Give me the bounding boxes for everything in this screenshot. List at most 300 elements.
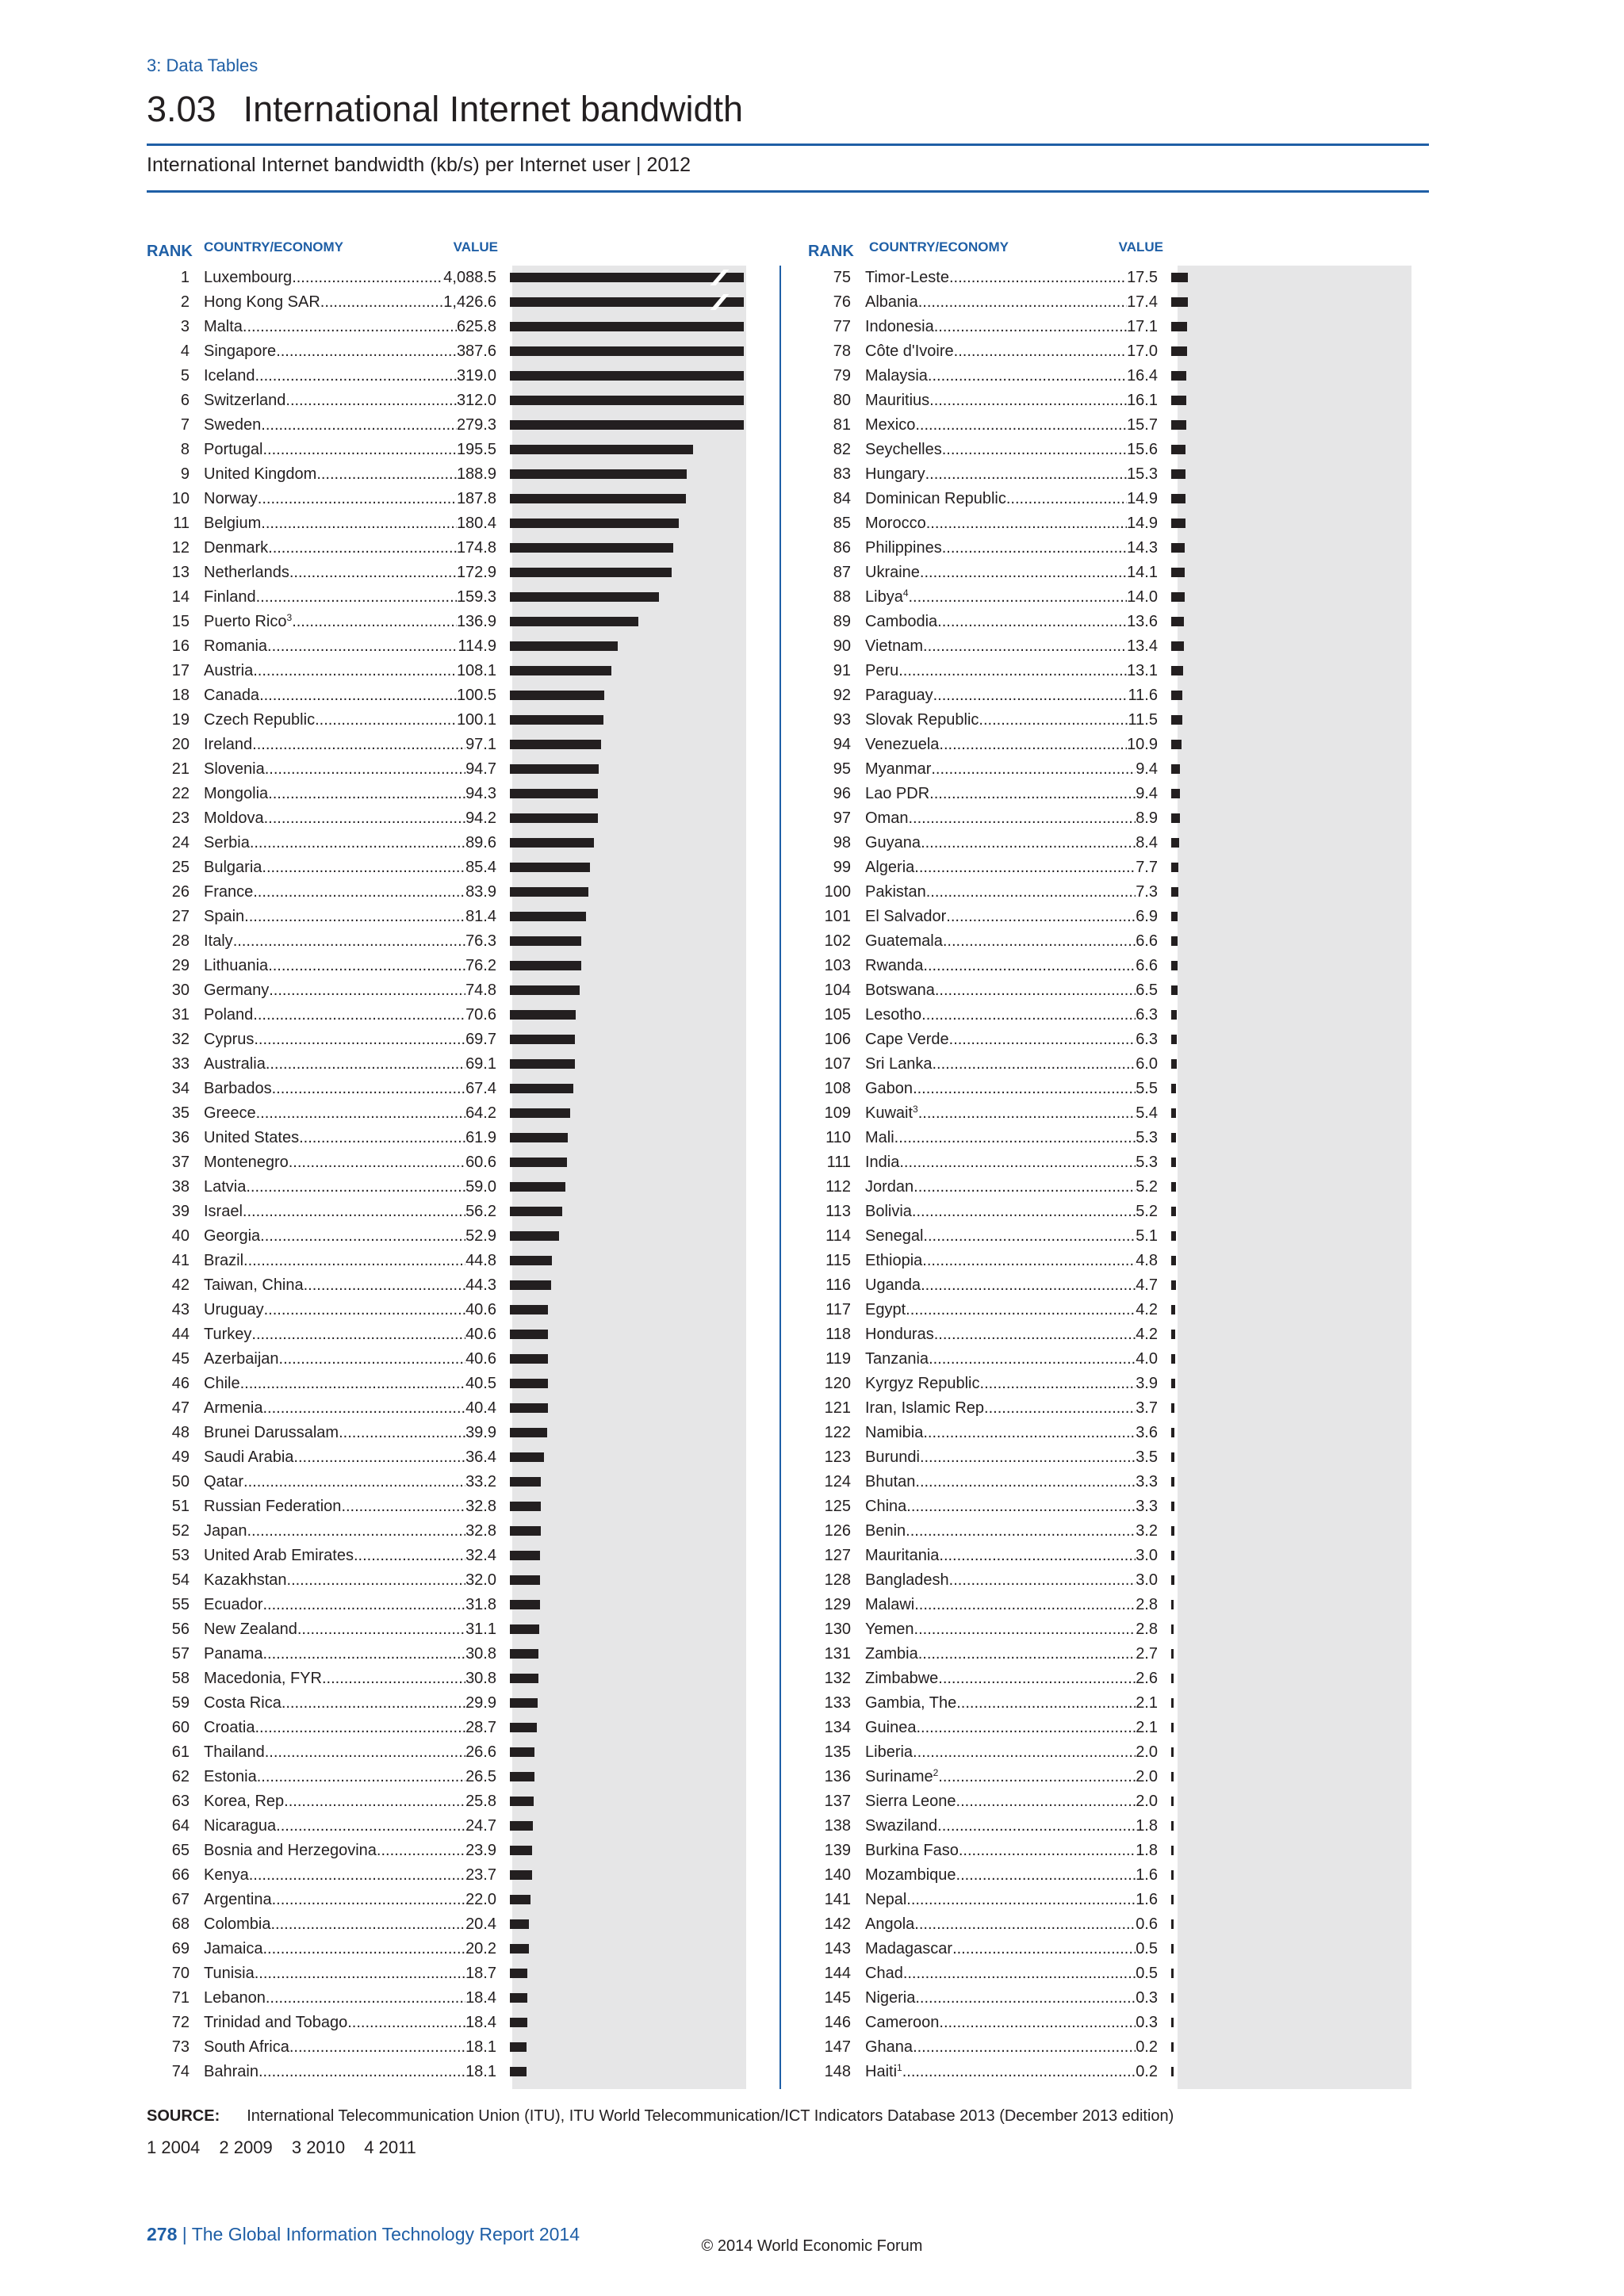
country-cell bbox=[204, 659, 253, 683]
bar-netherlands bbox=[510, 568, 672, 577]
bar-luxembourg bbox=[510, 273, 744, 282]
value-cell: 1.6 bbox=[1136, 1866, 1158, 1884]
value-cell: 18.7 bbox=[465, 1965, 496, 1982]
country-name: Jordan bbox=[865, 1178, 914, 1196]
country-name: Germany bbox=[204, 982, 270, 999]
country-name: Mongolia bbox=[204, 785, 269, 802]
dot-leader bbox=[906, 1298, 1136, 1322]
bar-cameroon bbox=[1171, 2018, 1174, 2027]
bar-jamaica bbox=[510, 1944, 529, 1954]
dot-leader bbox=[243, 315, 457, 339]
dot-leader bbox=[952, 1937, 1136, 1961]
dot-leader bbox=[272, 1888, 465, 1912]
footnotes bbox=[147, 2137, 431, 2158]
value-cell: 64.2 bbox=[465, 1104, 496, 1122]
value-cell: 4.8 bbox=[1136, 1252, 1158, 1269]
bar-honduras bbox=[1171, 1330, 1175, 1339]
header-country-left: COUNTRY/ECONOMY bbox=[204, 239, 343, 254]
value-cell: 69.1 bbox=[465, 1055, 496, 1073]
country-cell bbox=[204, 1740, 265, 1765]
country-name: Taiwan, China bbox=[204, 1276, 304, 1294]
bar-japan bbox=[510, 1526, 541, 1536]
value-cell: 11.6 bbox=[1128, 687, 1158, 704]
footnote-marker: 2 bbox=[933, 1767, 939, 1778]
country-name: Jamaica bbox=[204, 1940, 263, 1957]
country-cell bbox=[865, 1863, 956, 1888]
value-cell: 11.5 bbox=[1128, 711, 1158, 729]
dot-leader bbox=[255, 364, 457, 388]
country-name: Russian Federation bbox=[204, 1498, 342, 1515]
dot-leader bbox=[921, 1003, 1136, 1027]
dot-leader bbox=[923, 1224, 1136, 1249]
value-cell: 56.2 bbox=[465, 1203, 496, 1220]
country-cell bbox=[204, 954, 268, 978]
rank-cell: 118 bbox=[825, 1326, 851, 1343]
value-cell: 39.9 bbox=[465, 1424, 496, 1441]
rank-cell: 19 bbox=[171, 711, 190, 729]
rank-cell: 102 bbox=[824, 932, 851, 950]
dot-leader bbox=[906, 1519, 1136, 1544]
country-cell bbox=[865, 1396, 989, 1421]
dot-leader bbox=[918, 1101, 1136, 1126]
country-cell bbox=[865, 266, 949, 290]
bar-albania bbox=[1171, 297, 1188, 307]
country-cell bbox=[204, 339, 276, 364]
value-cell: 180.4 bbox=[456, 515, 496, 532]
dot-leader bbox=[915, 1470, 1136, 1494]
rank-cell: 53 bbox=[171, 1547, 190, 1564]
rank-cell: 24 bbox=[171, 834, 190, 851]
country-cell bbox=[204, 1027, 254, 1052]
rank-cell: 70 bbox=[171, 1965, 190, 1982]
rank-cell: 139 bbox=[824, 1842, 851, 1859]
value-cell: 0.6 bbox=[1136, 1915, 1158, 1933]
bar-bangladesh bbox=[1171, 1575, 1174, 1585]
rank-cell: 132 bbox=[824, 1670, 851, 1687]
value-cell: 83.9 bbox=[465, 883, 496, 901]
country-cell bbox=[204, 1494, 341, 1519]
rank-cell: 10 bbox=[171, 490, 190, 507]
dot-leader bbox=[285, 388, 457, 413]
bar-qatar bbox=[510, 1477, 541, 1487]
value-cell: 5.5 bbox=[1136, 1080, 1158, 1097]
dot-leader bbox=[263, 1642, 466, 1667]
country-cell bbox=[204, 1445, 293, 1470]
bar-kuwait bbox=[1171, 1108, 1176, 1118]
country-cell bbox=[865, 1126, 894, 1150]
country-cell bbox=[865, 659, 898, 683]
rank-cell: 13 bbox=[171, 564, 190, 581]
bar-new-zealand bbox=[510, 1624, 539, 1634]
dot-leader bbox=[260, 1224, 465, 1249]
country-cell bbox=[865, 1544, 939, 1568]
country-name: Philippines bbox=[865, 539, 942, 557]
dot-leader bbox=[920, 561, 1127, 585]
country-name: China bbox=[865, 1498, 907, 1515]
bar-chile bbox=[510, 1379, 548, 1388]
country-name: Bosnia and Herzegovina bbox=[204, 1842, 377, 1859]
country-name: Georgia bbox=[204, 1227, 261, 1245]
dot-leader bbox=[956, 1691, 1136, 1716]
dot-leader bbox=[264, 1298, 465, 1322]
rank-cell: 112 bbox=[825, 1178, 851, 1196]
value-cell: 1.8 bbox=[1136, 1817, 1158, 1835]
bar-slovenia bbox=[510, 764, 599, 774]
country-name: Morocco bbox=[865, 515, 926, 532]
header-rank-right: RANK bbox=[808, 243, 854, 260]
bar-bolivia bbox=[1171, 1207, 1176, 1216]
dot-leader bbox=[244, 905, 465, 929]
value-cell: 174.8 bbox=[456, 539, 496, 557]
country-cell bbox=[204, 1667, 322, 1691]
bar-zimbabwe bbox=[1171, 1674, 1174, 1683]
country-cell bbox=[865, 1273, 921, 1298]
value-cell: 2.0 bbox=[1136, 1768, 1158, 1785]
country-name: Gabon bbox=[865, 1080, 914, 1097]
bar-iceland bbox=[510, 371, 744, 381]
rank-cell: 134 bbox=[824, 1719, 851, 1736]
rank-cell: 110 bbox=[825, 1129, 851, 1146]
bar-slovak-republic bbox=[1171, 715, 1182, 725]
bar-c-te-d-ivoire bbox=[1171, 346, 1187, 356]
country-name: Canada bbox=[204, 687, 260, 704]
rank-cell: 103 bbox=[824, 957, 851, 974]
country-name: Cameroon bbox=[865, 2014, 940, 2031]
bar-malta bbox=[510, 322, 744, 331]
rank-cell: 111 bbox=[826, 1154, 851, 1171]
country-name: Guyana bbox=[865, 834, 921, 851]
value-cell: 279.3 bbox=[456, 416, 496, 434]
country-cell bbox=[865, 2011, 939, 2035]
value-cell: 0.2 bbox=[1136, 2038, 1158, 2056]
dot-leader bbox=[899, 1150, 1136, 1175]
rank-cell: 79 bbox=[833, 367, 851, 385]
dot-leader bbox=[926, 511, 1127, 536]
country-name: Armenia bbox=[204, 1399, 263, 1417]
country-cell bbox=[865, 364, 928, 388]
rank-cell: 100 bbox=[824, 883, 851, 901]
rank-cell: 49 bbox=[171, 1448, 190, 1466]
country-cell bbox=[865, 438, 942, 462]
dot-leader bbox=[253, 880, 465, 905]
country-cell bbox=[204, 266, 292, 290]
rank-cell: 106 bbox=[824, 1031, 851, 1048]
rank-cell: 22 bbox=[171, 785, 190, 802]
country-name: Kazakhstan bbox=[204, 1571, 287, 1589]
rank-cell: 90 bbox=[833, 637, 851, 655]
value-cell: 94.2 bbox=[465, 809, 496, 827]
dot-leader bbox=[906, 1888, 1136, 1912]
value-cell: 18.4 bbox=[465, 1989, 496, 2007]
value-cell: 16.4 bbox=[1127, 367, 1158, 385]
country-cell bbox=[204, 1298, 264, 1322]
value-cell: 40.6 bbox=[465, 1350, 496, 1368]
value-cell: 13.4 bbox=[1127, 637, 1158, 655]
country-name: Austria bbox=[204, 662, 254, 679]
bar-greece bbox=[510, 1108, 570, 1118]
country-cell bbox=[204, 1789, 289, 1814]
dot-leader bbox=[949, 266, 1127, 290]
dot-leader bbox=[917, 1716, 1136, 1740]
country-name: Suriname bbox=[865, 1768, 933, 1785]
country-name: Saudi Arabia bbox=[204, 1448, 294, 1466]
table-number: 3.03 bbox=[147, 89, 216, 129]
rank-cell: 36 bbox=[171, 1129, 190, 1146]
country-name: Burundi bbox=[865, 1448, 920, 1466]
value-cell: 52.9 bbox=[465, 1227, 496, 1245]
country-cell bbox=[204, 1372, 240, 1396]
rank-cell: 6 bbox=[180, 392, 190, 409]
country-name: Zambia bbox=[865, 1645, 918, 1663]
dot-leader bbox=[289, 561, 457, 585]
source-text: International Telecommunication Union (ITU), ITU World Telecommunication/ICT Indicators Database 2013 (December 2013 edition) bbox=[247, 2107, 1174, 2125]
country-name: Croatia bbox=[204, 1719, 255, 1736]
rank-cell: 109 bbox=[824, 1104, 851, 1122]
rank-cell: 47 bbox=[171, 1399, 190, 1417]
header-value-right: VALUE bbox=[1118, 239, 1163, 254]
value-cell: 18.4 bbox=[465, 2014, 496, 2031]
country-name: Poland bbox=[204, 1006, 254, 1024]
bar-united-arab-emirates bbox=[510, 1551, 540, 1560]
value-cell: 3.3 bbox=[1136, 1473, 1158, 1490]
rank-cell: 84 bbox=[833, 490, 851, 507]
country-cell bbox=[865, 1101, 918, 1126]
country-name: Lebanon bbox=[204, 1989, 266, 2007]
bar-barbados bbox=[510, 1084, 573, 1093]
bar-serbia bbox=[510, 838, 594, 848]
country-name: Nepal bbox=[865, 1891, 907, 1908]
dot-leader bbox=[287, 1568, 466, 1593]
country-name: Kenya bbox=[204, 1866, 249, 1884]
rank-cell: 23 bbox=[171, 809, 190, 827]
country-cell bbox=[865, 1470, 915, 1494]
header-value-left: VALUE bbox=[453, 239, 498, 254]
rank-cell: 145 bbox=[824, 1989, 851, 2007]
header-rank-left: RANK bbox=[147, 243, 193, 260]
value-cell: 89.6 bbox=[465, 834, 496, 851]
dot-leader bbox=[259, 2060, 465, 2084]
rank-cell: 143 bbox=[824, 1940, 851, 1957]
dot-leader bbox=[943, 929, 1136, 954]
dot-leader bbox=[322, 1667, 465, 1691]
country-cell bbox=[865, 831, 921, 855]
bar-tanzania bbox=[1171, 1354, 1175, 1364]
value-cell: 172.9 bbox=[456, 564, 496, 581]
rank-cell: 123 bbox=[824, 1448, 851, 1466]
country-cell bbox=[865, 1912, 914, 1937]
country-cell bbox=[204, 683, 259, 708]
country-cell bbox=[865, 536, 942, 561]
bar-singapore bbox=[510, 346, 744, 356]
bar-switzerland bbox=[510, 396, 744, 405]
bar-india bbox=[1171, 1158, 1176, 1167]
bar-bosnia-and-herzegovina bbox=[510, 1846, 532, 1855]
bar-ukraine bbox=[1171, 568, 1185, 577]
country-cell bbox=[204, 1716, 255, 1740]
rank-cell: 99 bbox=[833, 859, 851, 876]
country-cell bbox=[204, 1863, 249, 1888]
country-name: Moldova bbox=[204, 809, 264, 827]
bar-sierra-leone bbox=[1171, 1797, 1174, 1806]
value-cell: 187.8 bbox=[456, 490, 496, 507]
value-cell: 1.6 bbox=[1136, 1891, 1158, 1908]
country-cell bbox=[204, 1421, 339, 1445]
bar-italy bbox=[510, 936, 581, 946]
footnote-3: 3 2010 bbox=[291, 2137, 346, 2157]
country-name: Myanmar bbox=[865, 760, 932, 778]
value-cell: 1,426.6 bbox=[443, 293, 496, 311]
value-cell: 7.7 bbox=[1136, 859, 1158, 876]
bar-south-africa bbox=[510, 2042, 527, 2052]
bar-cyprus bbox=[510, 1035, 575, 1044]
bar-kenya bbox=[510, 1870, 532, 1880]
value-cell: 60.6 bbox=[465, 1154, 496, 1171]
value-cell: 3.0 bbox=[1136, 1571, 1158, 1589]
rank-cell: 129 bbox=[824, 1596, 851, 1613]
footnote-marker: 3 bbox=[913, 1104, 918, 1115]
bar-ethiopia bbox=[1171, 1256, 1176, 1265]
country-cell bbox=[204, 1200, 243, 1224]
country-cell bbox=[204, 561, 289, 585]
country-name: Albania bbox=[865, 293, 918, 311]
value-cell: 5.2 bbox=[1136, 1178, 1158, 1196]
country-name: Lao PDR bbox=[865, 785, 930, 802]
value-cell: 6.3 bbox=[1136, 1031, 1158, 1048]
country-cell bbox=[204, 511, 261, 536]
rank-cell: 51 bbox=[171, 1498, 190, 1515]
country-name: Liberia bbox=[865, 1743, 914, 1761]
country-name: Costa Rica bbox=[204, 1694, 282, 1712]
dot-leader bbox=[934, 1322, 1136, 1347]
value-cell: 67.4 bbox=[465, 1080, 496, 1097]
country-name: Mauritius bbox=[865, 392, 930, 409]
dot-leader bbox=[929, 1347, 1136, 1372]
rank-cell: 42 bbox=[171, 1276, 190, 1294]
rank-cell: 93 bbox=[833, 711, 851, 729]
dot-leader bbox=[949, 1027, 1136, 1052]
rank-cell: 3 bbox=[180, 318, 190, 335]
value-cell: 387.6 bbox=[456, 342, 496, 360]
country-name: Trinidad and Tobago bbox=[204, 2014, 348, 2031]
value-cell: 70.6 bbox=[465, 1006, 496, 1024]
value-cell: 30.8 bbox=[465, 1645, 496, 1663]
dot-leader bbox=[938, 1667, 1136, 1691]
country-name: Côte d'Ivoire bbox=[865, 342, 954, 360]
value-cell: 3.9 bbox=[1136, 1375, 1158, 1392]
rank-cell: 117 bbox=[825, 1301, 851, 1318]
bar-burkina-faso bbox=[1171, 1846, 1174, 1855]
country-cell bbox=[865, 905, 946, 929]
country-name: Uruguay bbox=[204, 1301, 264, 1318]
country-cell bbox=[204, 1814, 276, 1839]
value-cell: 17.0 bbox=[1127, 342, 1158, 360]
country-name: India bbox=[865, 1154, 900, 1171]
country-name: Nicaragua bbox=[204, 1817, 277, 1835]
rank-cell: 67 bbox=[171, 1891, 190, 1908]
country-cell bbox=[865, 610, 937, 634]
country-cell bbox=[865, 1175, 914, 1200]
country-name: Haiti bbox=[865, 2063, 898, 2080]
rank-cell: 66 bbox=[171, 1866, 190, 1884]
dot-leader bbox=[263, 438, 457, 462]
country-name: Rwanda bbox=[865, 957, 924, 974]
dot-leader bbox=[913, 1077, 1136, 1101]
rank-cell: 62 bbox=[171, 1768, 190, 1785]
value-cell: 26.5 bbox=[465, 1768, 496, 1785]
rank-cell: 144 bbox=[824, 1965, 851, 1982]
value-cell: 28.7 bbox=[465, 1719, 496, 1736]
dot-leader bbox=[915, 413, 1127, 438]
country-name: Cyprus bbox=[204, 1031, 255, 1048]
value-cell: 6.6 bbox=[1136, 957, 1158, 974]
value-cell: 16.1 bbox=[1127, 392, 1158, 409]
country-cell bbox=[865, 855, 914, 880]
rank-cell: 64 bbox=[171, 1817, 190, 1835]
bar-malaysia bbox=[1171, 371, 1186, 381]
rank-cell: 82 bbox=[833, 441, 851, 458]
bar-mexico bbox=[1171, 420, 1186, 430]
bar-latvia bbox=[510, 1182, 565, 1192]
country-cell bbox=[204, 1691, 282, 1716]
bar-russian-federation bbox=[510, 1502, 541, 1511]
country-cell bbox=[204, 880, 253, 905]
country-name: Ecuador bbox=[204, 1596, 263, 1613]
country-cell bbox=[204, 1003, 253, 1027]
footnote-2: 2 2009 bbox=[219, 2137, 273, 2157]
rank-cell: 31 bbox=[171, 1006, 190, 1024]
country-cell bbox=[204, 1642, 263, 1667]
rank-cell: 75 bbox=[833, 269, 851, 286]
country-name: Montenegro bbox=[204, 1154, 289, 1171]
country-cell bbox=[865, 1888, 906, 1912]
country-name: Puerto Rico bbox=[204, 613, 287, 630]
dot-leader bbox=[922, 1249, 1136, 1273]
bar-cambodia bbox=[1171, 617, 1184, 626]
value-cell: 2.6 bbox=[1136, 1670, 1158, 1687]
bar-bhutan bbox=[1171, 1477, 1174, 1487]
dot-leader bbox=[292, 610, 457, 634]
bar-sri-lanka bbox=[1171, 1059, 1177, 1069]
country-name: Australia bbox=[204, 1055, 266, 1073]
dot-leader bbox=[913, 1740, 1136, 1765]
country-name: Sri Lanka bbox=[865, 1055, 933, 1073]
bar-dominican-republic bbox=[1171, 494, 1185, 503]
country-name: Turkey bbox=[204, 1326, 252, 1343]
value-cell: 2.8 bbox=[1136, 1621, 1158, 1638]
country-cell bbox=[204, 929, 233, 954]
value-cell: 76.2 bbox=[465, 957, 496, 974]
rank-cell: 104 bbox=[824, 982, 851, 999]
rank-cell: 147 bbox=[824, 2038, 851, 2056]
dot-leader bbox=[347, 2011, 465, 2035]
column-divider bbox=[779, 266, 781, 2089]
bar-burundi bbox=[1171, 1452, 1174, 1462]
country-name: Mexico bbox=[865, 416, 916, 434]
subtitle: International Internet bandwidth (kb/s) per Internet user | 2012 bbox=[147, 154, 691, 176]
dot-leader bbox=[243, 1200, 465, 1224]
country-name: Ireland bbox=[204, 736, 253, 753]
value-cell: 97.1 bbox=[465, 736, 496, 753]
dot-leader bbox=[918, 1642, 1136, 1667]
dot-leader bbox=[261, 413, 457, 438]
value-cell: 31.1 bbox=[465, 1621, 496, 1638]
country-cell bbox=[204, 733, 252, 757]
country-cell bbox=[865, 708, 979, 733]
page-title bbox=[147, 89, 743, 130]
country-name: Brunei Darussalam bbox=[204, 1424, 339, 1441]
bar-brazil bbox=[510, 1256, 552, 1265]
dot-leader bbox=[354, 1544, 465, 1568]
